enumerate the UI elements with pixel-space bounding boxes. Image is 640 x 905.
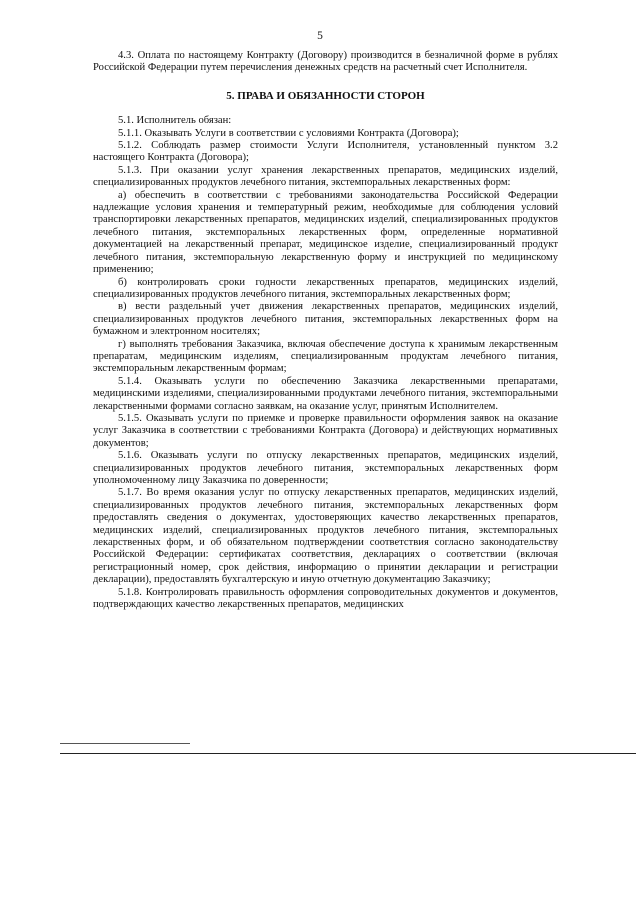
paragraph-5-1-3-g: г) выполнять требования Заказчика, включая обеспечение доступа к хранимым лекарственным препаратам, медицинским изделиям, специализированным продуктам лечебного питания, экстемпоральным лекарственным формам; xyxy=(93,338,558,375)
paragraph-5-1: 5.1. Исполнитель обязан: xyxy=(118,115,232,127)
paragraph-5-1-2: 5.1.2. Соблюдать размер стоимости Услуги Исполнителя, установленный пунктом 3.2 настоящего Контракта (Договора); xyxy=(93,140,558,164)
page-number: 5 xyxy=(317,30,323,42)
scan-edge-line xyxy=(60,753,636,754)
scan-edge-line-short xyxy=(60,743,190,744)
paragraph-5-1-5: 5.1.5. Оказывать услуги по приемке и проверке правильности оформления заявок на оказание услуг Заказчика в соответствии с требованиями Контракта (Договора) и действующих нормативных документов; xyxy=(93,412,558,449)
paragraph-5-1-6: 5.1.6. Оказывать услуги по отпуску лекарственных препаратов, медицинских изделий, специализированных продуктов лечебного питания, экстемпоральных лекарственных форм уполномоченному лицу Заказчика по доверенности; xyxy=(93,450,558,486)
section-heading: 5. ПРАВА И ОБЯЗАННОСТИ СТОРОН xyxy=(226,89,425,102)
paragraph-5-1-3: 5.1.3. При оказании услуг хранения лекарственных препаратов, медицинских изделий, специализированных продуктов лечебного питания, экстемпоральных лекарственных форм: xyxy=(93,164,558,189)
paragraph-5-1-3-b: б) контролировать сроки годности лекарственных препаратов, медицинских изделий, специализированных продуктов лечебного питания, экстемпоральных лекарственных форм; xyxy=(93,276,558,300)
paragraph-5-1-3-v: в) вести раздельный учет движения лекарственных препаратов, медицинских изделий, специализированных продуктов лечебного питания, экстемпоральных лекарственных форм на бумажном и электронном носителях; xyxy=(93,301,558,338)
paragraph-5-1-4: 5.1.4. Оказывать услуги по обеспечению Заказчика лекарственными препаратами, медицинскими изделиями, специализированными продуктами лечебного питания, экстемпоральными лекарственными формами согласно заявкам, на оказание услуг, принятым Исполнителем. xyxy=(93,375,558,412)
paragraph-5-1-7: 5.1.7. Во время оказания услуг по отпуску лекарственных препаратов, медицинских изделий, специализированных продуктов лечебного питания, экстемпоральных лекарственных форм предоставлять сведения о документах, удостоверяющих качество лекарственных препаратов, медицинских изделий, специализированных продуктов лечебного питания, экстемпоральных лекарственных форм, и об обязательном подтверждении соответствия согласно законодательству Российской Федерации: сертификатах соответствия, декларациях о соответствии (включая регистрационный номер, срок действия, информацию о принятии декларации и регистрации декларации), предоставлять бухгалтерскую и иную отчетную документацию Заказчику; xyxy=(93,487,558,586)
document-body xyxy=(93,50,558,611)
paragraph-5-1-1: 5.1.1. Оказывать Услуги в соответствии с условиями Контракта (Договора); xyxy=(118,127,459,139)
paragraph-5-1-3-a: а) обеспечить в соответствии с требованиями законодательства Российской Федерации надлежащие условия хранения и температурный режим, необходимые для соблюдения условий транспортировки лекарственных препаратов, медицинских изделий, специализированных продуктов лечебного питания, экстемпоральных лекарственных форм, определенные нормативной документацией на лекарственный препарат, медицинское изделие, специализированный продукт лечебного питания, экстемпоральную лекарственную форму и инструкцией по медицинскому применению; xyxy=(93,189,558,276)
paragraph-4-3: 4.3. Оплата по настоящему Контракту (Договору) производится в безналичной форме в рублях Российской Федерации путем перечисления денежных средств на расчетный счет Исполнителя. xyxy=(93,50,558,74)
paragraph-5-1-8: 5.1.8. Контролировать правильность оформления сопроводительных документов и документов, подтверждающих качество лекарственных препаратов, медицинских xyxy=(93,586,558,611)
